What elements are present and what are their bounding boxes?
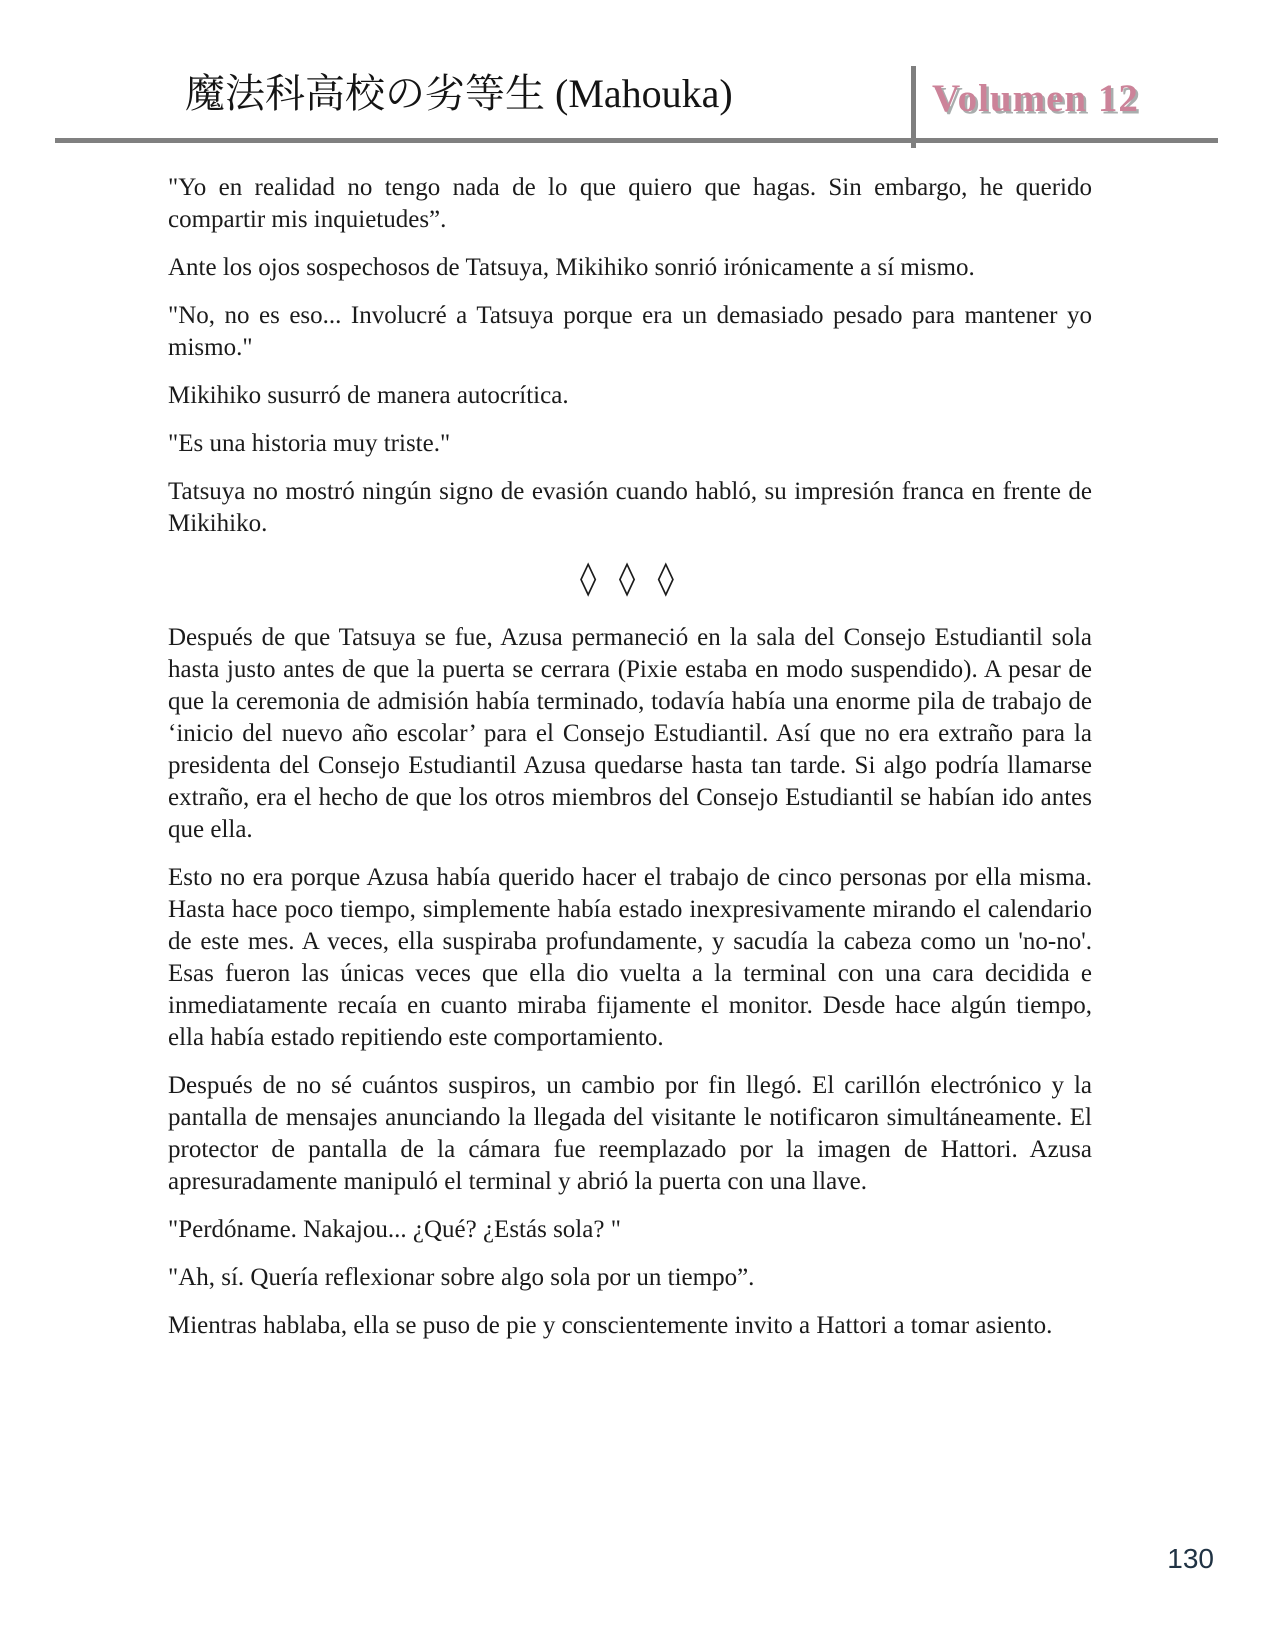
- paragraph: "Yo en realidad no tengo nada de lo que quiero que hagas. Sin embargo, he querido compartir mis inquietudes”.: [168, 174, 1092, 233]
- body-text: [168, 172, 1092, 1358]
- paragraph: "No, no es eso... Involucré a Tatsuya porque era un demasiado pesado para mantener yo mismo.": [168, 302, 1092, 361]
- page-header: [0, 0, 1275, 150]
- paragraph: Tatsuya no mostró ningún signo de evasión cuando habló, su impresión franca en frente de Mikihiko.: [168, 478, 1092, 537]
- paragraph: Mientras hablaba, ella se puso de pie y conscientemente invito a Hattori a tomar asiento.: [168, 1312, 1053, 1339]
- paragraph: Mikihiko susurró de manera autocrítica.: [168, 382, 569, 409]
- paragraph: Ante los ojos sospechosos de Tatsuya, Mikihiko sonrió irónicamente a sí mismo.: [168, 254, 975, 281]
- paragraph: "Perdóname. Nakajou... ¿Qué? ¿Estás sola? ": [168, 1216, 621, 1243]
- book-title: 魔法科高校の劣等生 (Mahouka): [185, 71, 733, 116]
- paragraph: Después de no sé cuántos suspiros, un cambio por fin llegó. El carillón electrónico y la pantalla de mensajes anunciando la llegada del visitante le notificaron simultáneamente. El protector de pantalla de la cámara fue reemplazado por la imagen de Hattori. Azusa apresuradamente manipuló el terminal y abrió la puerta con una llave.: [168, 1072, 1092, 1195]
- paragraph: "Es una historia muy triste.": [168, 430, 451, 457]
- paragraph: Después de que Tatsuya se fue, Azusa permaneció en la sala del Consejo Estudiantil sola hasta justo antes de que la puerta se cerrara (Pixie estaba en modo suspendido). A pesar de que la ceremonia de admisión había terminado, todavía había una enorme pila de trabajo de ‘inicio del nuevo año escolar’ para el Consejo Estudiantil. Así que no era extraño para la presidenta del Consejo Estudiantil Azusa quedarse hasta tan tarde. Si algo podría llamarse extraño, era el hecho de que los otros miembros del Consejo Estudiantil se habían ido antes que ella.: [168, 624, 1092, 843]
- volume-label: Volumen 12: [932, 77, 1139, 120]
- paragraph: Esto no era porque Azusa había querido hacer el trabajo de cinco personas por ella misma. Hasta hace poco tiempo, simplemente había estado inexpresivamente mirando el calendario de este mes. A veces, ella suspiraba profundamente, y sacudía la cabeza como un 'no-no'. Esas fueron las únicas veces que ella dio vuelta a la terminal con una cara decidida e inmediatamente recaía en cuanto miraba fijamente el monitor. Desde hace algún tiempo, ella había estado repitiendo este comportamiento.: [168, 864, 1092, 1051]
- header-divider-bar: [911, 66, 916, 148]
- page-number: 130: [1167, 1543, 1214, 1574]
- section-separator: ◊ ◊ ◊: [580, 558, 680, 597]
- header-rule: [55, 138, 1218, 143]
- paragraph: "Ah, sí. Quería reflexionar sobre algo sola por un tiempo”.: [168, 1264, 755, 1291]
